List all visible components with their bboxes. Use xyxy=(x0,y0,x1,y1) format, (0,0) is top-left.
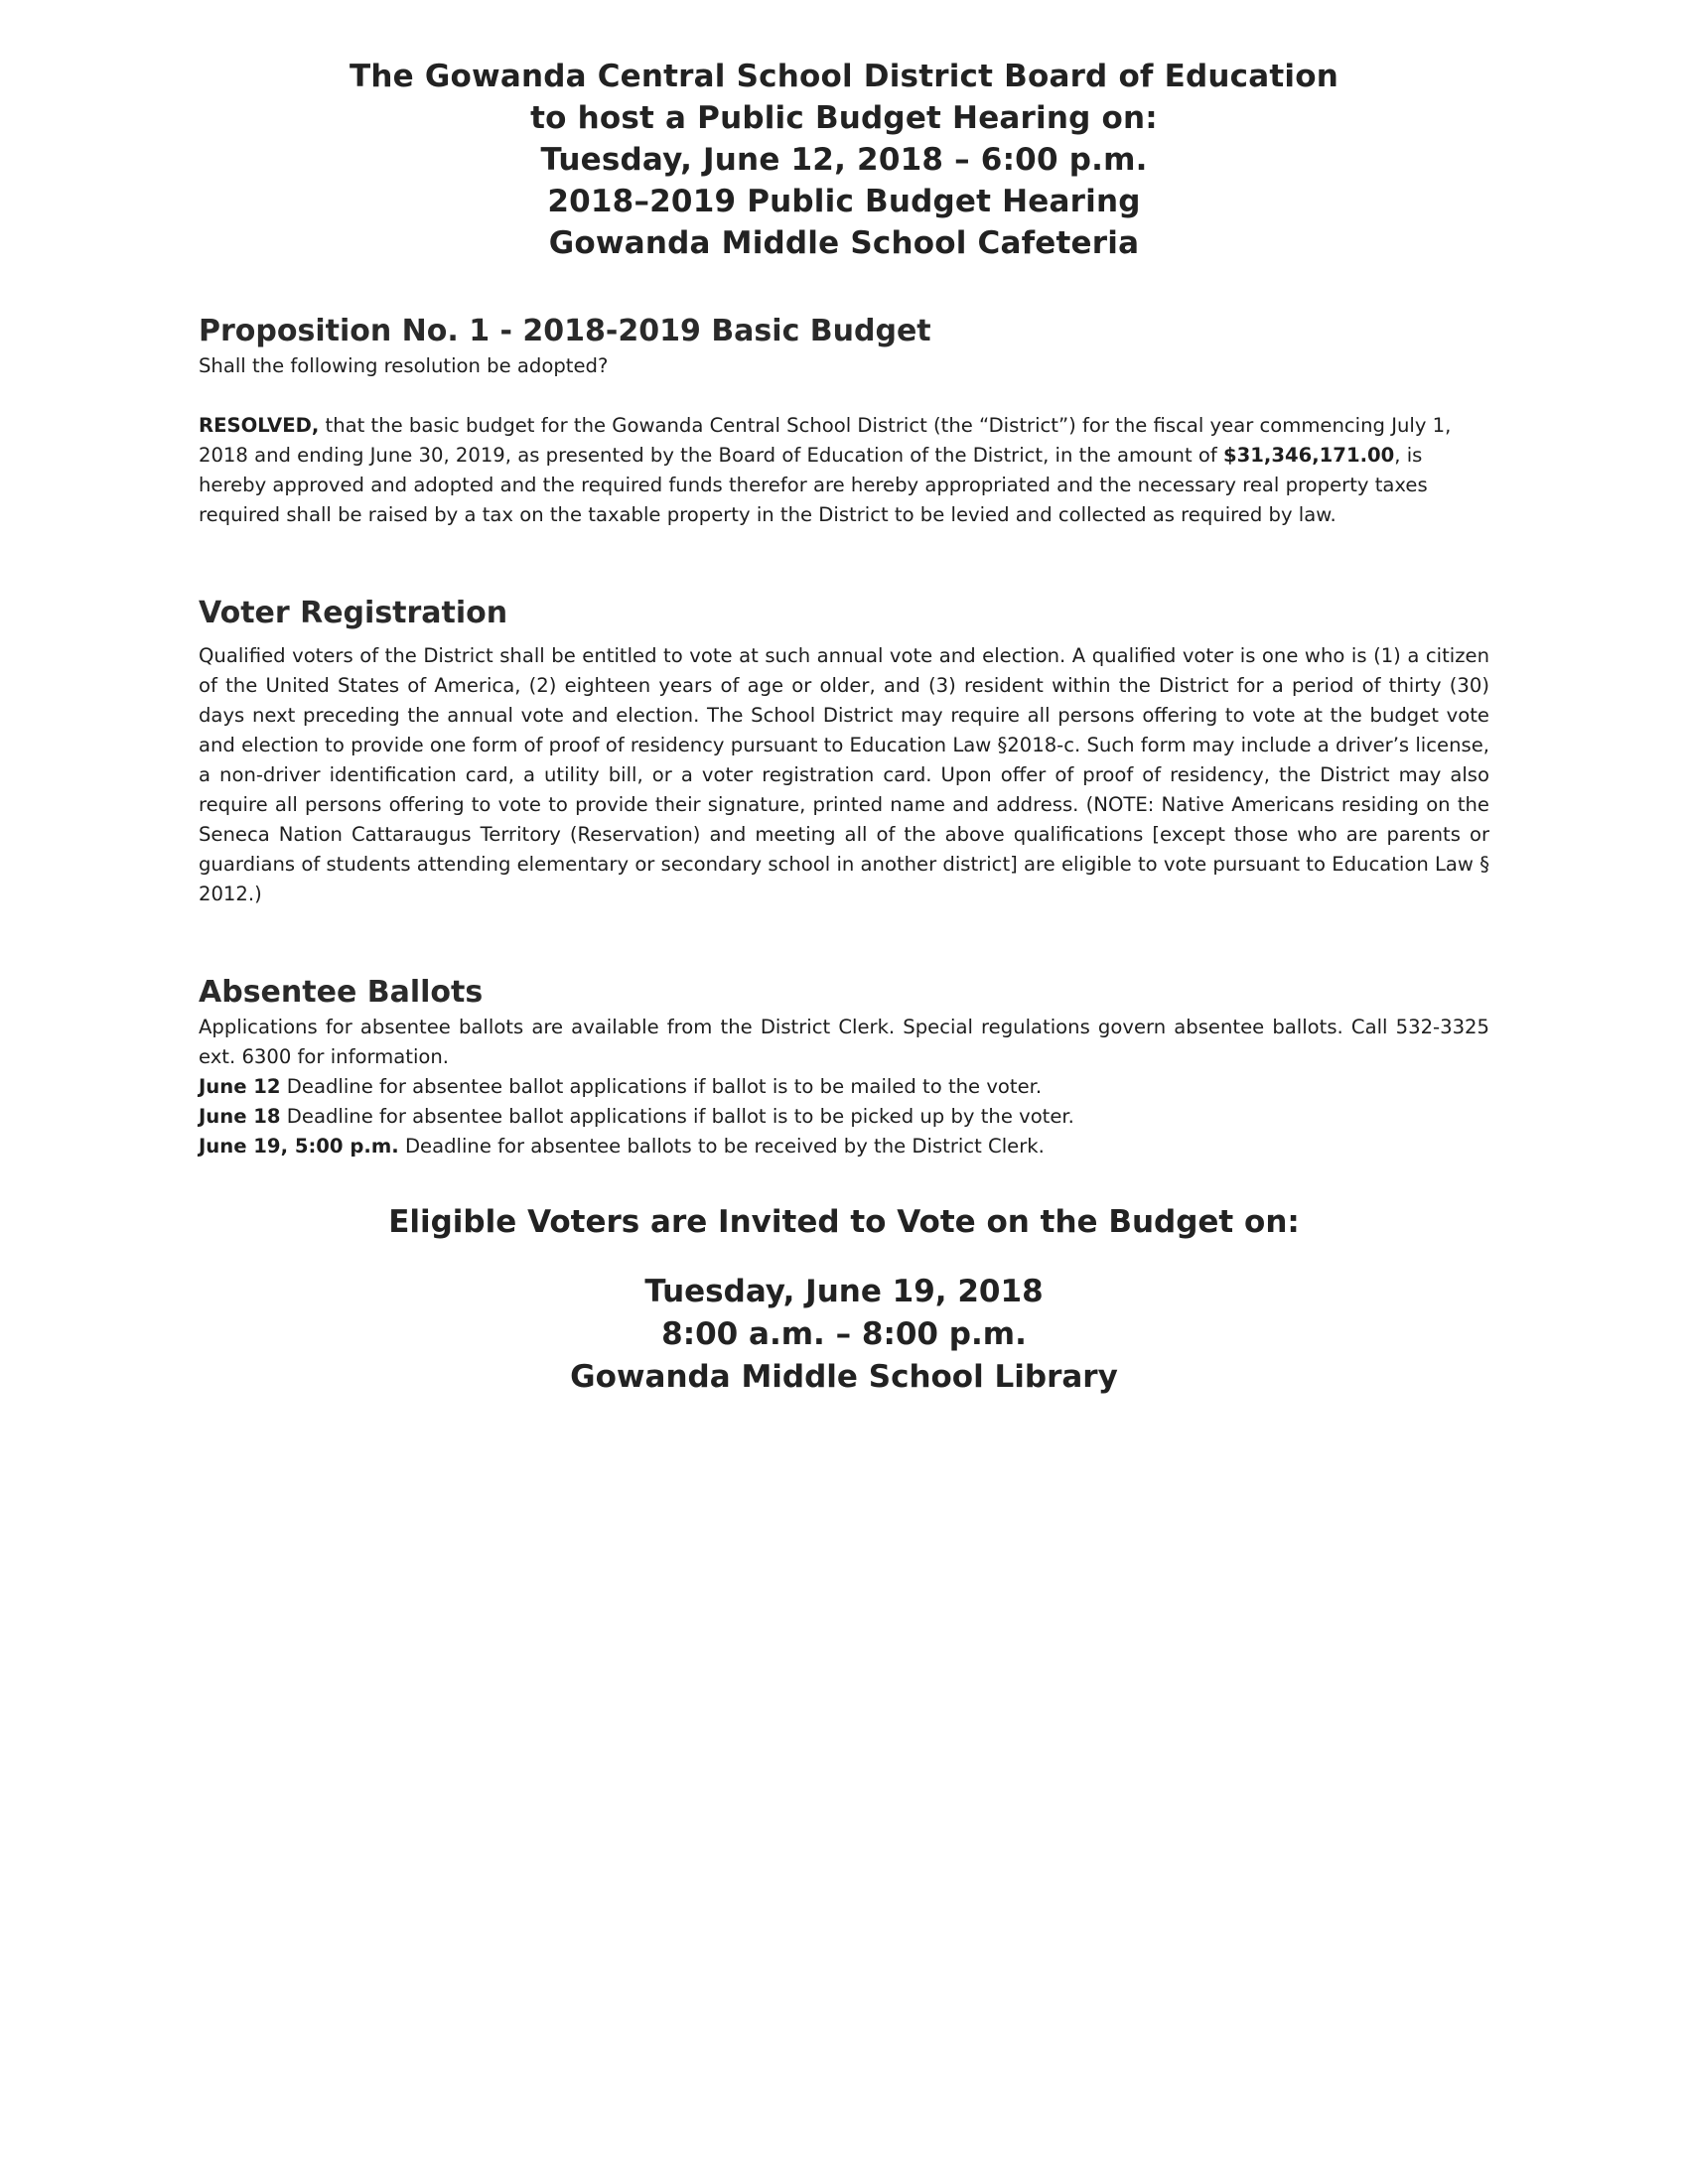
proposition-section xyxy=(199,314,1489,530)
voter-registration-heading: Voter Registration xyxy=(199,596,508,630)
header-line-5: Gowanda Middle School Cafeteria xyxy=(548,225,1140,261)
header-line-3: Tuesday, June 12, 2018 – 6:00 p.m. xyxy=(540,142,1148,178)
resolution-text xyxy=(199,411,1460,530)
absentee-ballots-section xyxy=(199,975,1489,1161)
proposition-heading: Proposition No. 1 - 2018-2019 Basic Budget xyxy=(199,314,931,348)
header-line-2: to host a Public Budget Hearing on: xyxy=(530,100,1158,136)
notice-header xyxy=(199,56,1489,264)
deadline-text: Deadline for absentee ballot applications if ballot is to be picked up by the voter. xyxy=(280,1105,1074,1128)
deadline-date: June 19, 5:00 p.m. xyxy=(199,1135,399,1158)
header-line-4: 2018–2019 Public Budget Hearing xyxy=(547,184,1141,219)
deadline-item xyxy=(199,1102,1489,1132)
vote-location: Gowanda Middle School Library xyxy=(570,1359,1118,1395)
header-line-1: The Gowanda Central School District Board of Education xyxy=(350,59,1338,94)
voter-registration-text: Qualified voters of the District shall be entitled to vote at such annual vote and election. A qualified voter is one who is (1) a citizen of the United States of America, (2) eighteen years of age or older, and (3) resident within the District for a period of thirty (30) days next preceding the annual vote and election. The School District may require all persons offering to vote at the budget vote and election to provide one form of proof of residency pursuant to Education Law §2018-c. Such form may include a driver’s license, a non-driver identification card, a utility bill, or a voter registration card. Upon offer of proof of residency, the District may also require all persons offering to vote to provide their signature, printed name and address. (NOTE: Native Americans residing on the Seneca Nation Cattaraugus Territory (Reservation) and meeting all of the above qualifications [except those who are parents or guardians of students attending elementary or secondary school in another district] are eligible to vote pursuant to Education Law § 2012.) xyxy=(199,644,1489,905)
deadline-date: June 12 xyxy=(199,1075,281,1098)
absentee-info-text: Applications for absentee ballots are available from the District Clerk. Special regulations govern absentee ballots. Call 532-3325 ext. 6300 for information. xyxy=(199,1016,1489,1068)
vote-invitation-heading: Eligible Voters are Invited to Vote on the Budget on: xyxy=(388,1204,1300,1240)
deadline-text: Deadline for absentee ballots to be received by the District Clerk. xyxy=(398,1135,1045,1158)
resolution-part-1: that the basic budget for the Gowanda Central School District (the “District”) for the fiscal year commencing July 1, 2018 and ending June 30, 2019, as presented by the Board of Education of the District, in the amount of xyxy=(199,414,1452,467)
vote-time: 8:00 a.m. – 8:00 p.m. xyxy=(661,1316,1027,1352)
vote-date: Tuesday, June 19, 2018 xyxy=(644,1274,1044,1309)
deadline-item xyxy=(199,1072,1489,1102)
resolution-part-2: , is hereby approved and adopted and the required funds therefor are hereby appropriated and the necessary real property taxes required shall be raised by a tax on the taxable property in the District to be levied and collected as required by law. xyxy=(199,444,1428,526)
deadline-item xyxy=(199,1132,1489,1161)
vote-details xyxy=(199,1271,1489,1399)
deadline-date: June 18 xyxy=(199,1105,281,1128)
absentee-ballots-heading: Absentee Ballots xyxy=(199,975,484,1010)
budget-amount: $31,346,171.00 xyxy=(1222,444,1395,467)
proposition-question: Shall the following resolution be adopted? xyxy=(199,354,609,377)
resolved-label: RESOLVED, xyxy=(199,414,320,437)
deadline-text: Deadline for absentee ballot applications if ballot is to be mailed to the voter. xyxy=(280,1075,1043,1098)
voter-registration-section xyxy=(199,596,1489,909)
